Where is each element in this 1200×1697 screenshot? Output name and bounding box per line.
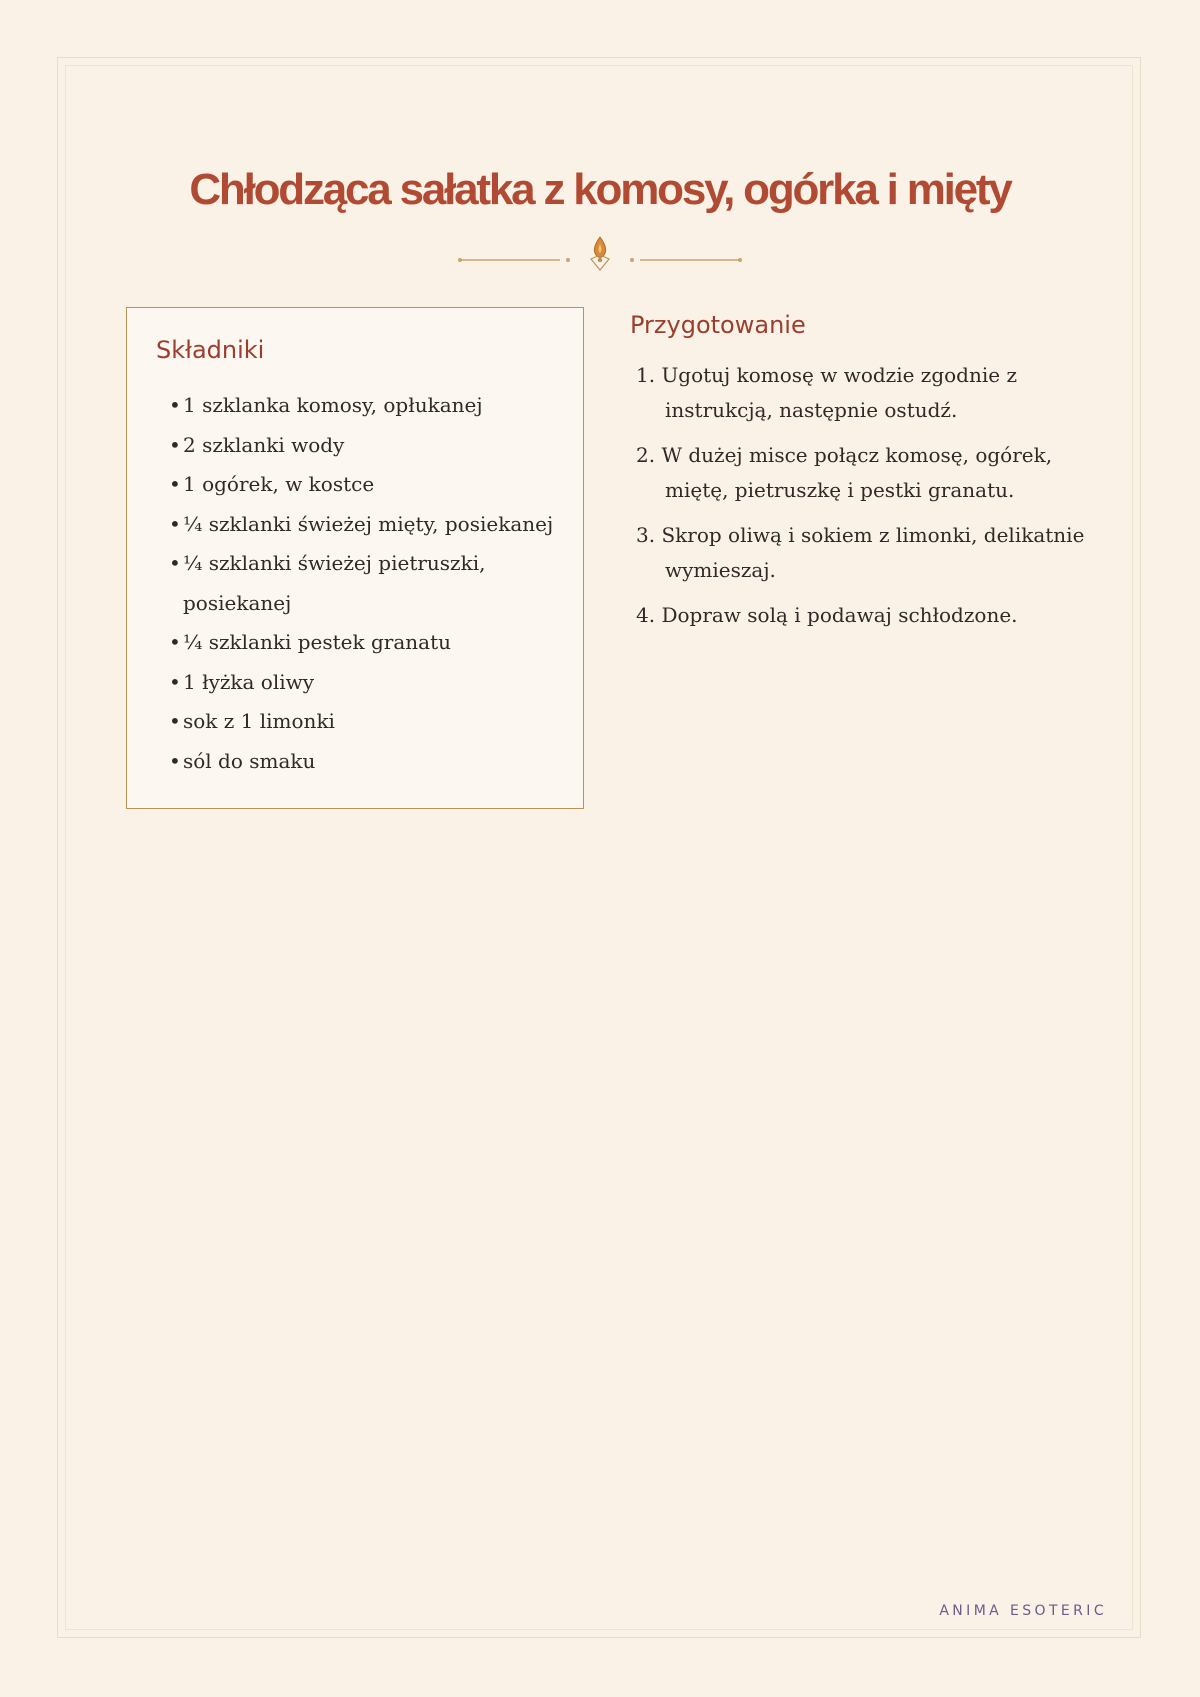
flame-ornament-icon <box>591 237 609 270</box>
preparation-step: 4. Dopraw solą i podawaj schłodzone. <box>636 603 1018 627</box>
ingredient-item: • 1 ogórek, w kostce <box>169 465 579 505</box>
ingredient-item: • ¼ szklanki pestek granatu <box>169 623 579 663</box>
ingredients-heading: Składniki <box>156 336 265 364</box>
preparation-heading: Przygotowanie <box>630 311 806 339</box>
title-divider <box>452 232 748 272</box>
ingredient-item: • 1 szklanka komosy, opłukanej <box>169 386 579 426</box>
ingredients-list <box>169 386 579 781</box>
preparation-step: 2. W dużej misce połącz komosę, ogórek, miętę, pietruszkę i pestki granatu. <box>636 443 1053 502</box>
page-frame-inner <box>65 65 1133 1630</box>
ingredient-item: • sok z 1 limonki <box>169 702 579 742</box>
ingredient-item: • 1 łyżka oliwy <box>169 663 579 703</box>
ingredient-item: • sól do smaku <box>169 742 579 782</box>
recipe-title: Chłodząca sałatka z komosy, ogórka i mięty <box>189 165 1011 214</box>
preparation-step: 3. Skrop oliwą i sokiem z limonki, delikatnie wymieszaj. <box>636 523 1085 582</box>
ingredient-item: • ¼ szklanki świeżej pietruszki, posiekanej <box>169 544 503 623</box>
ingredient-item: • 2 szklanki wody <box>169 426 579 466</box>
preparation-steps <box>636 358 1096 643</box>
footer-brand: ANIMA ESOTERIC <box>939 1603 1107 1619</box>
ingredients-box <box>126 307 584 809</box>
preparation-step: 1. Ugotuj komosę w wodzie zgodnie z instrukcją, następnie ostudź. <box>636 363 1017 422</box>
ingredient-item: • ¼ szklanki świeżej mięty, posiekanej <box>169 505 579 545</box>
